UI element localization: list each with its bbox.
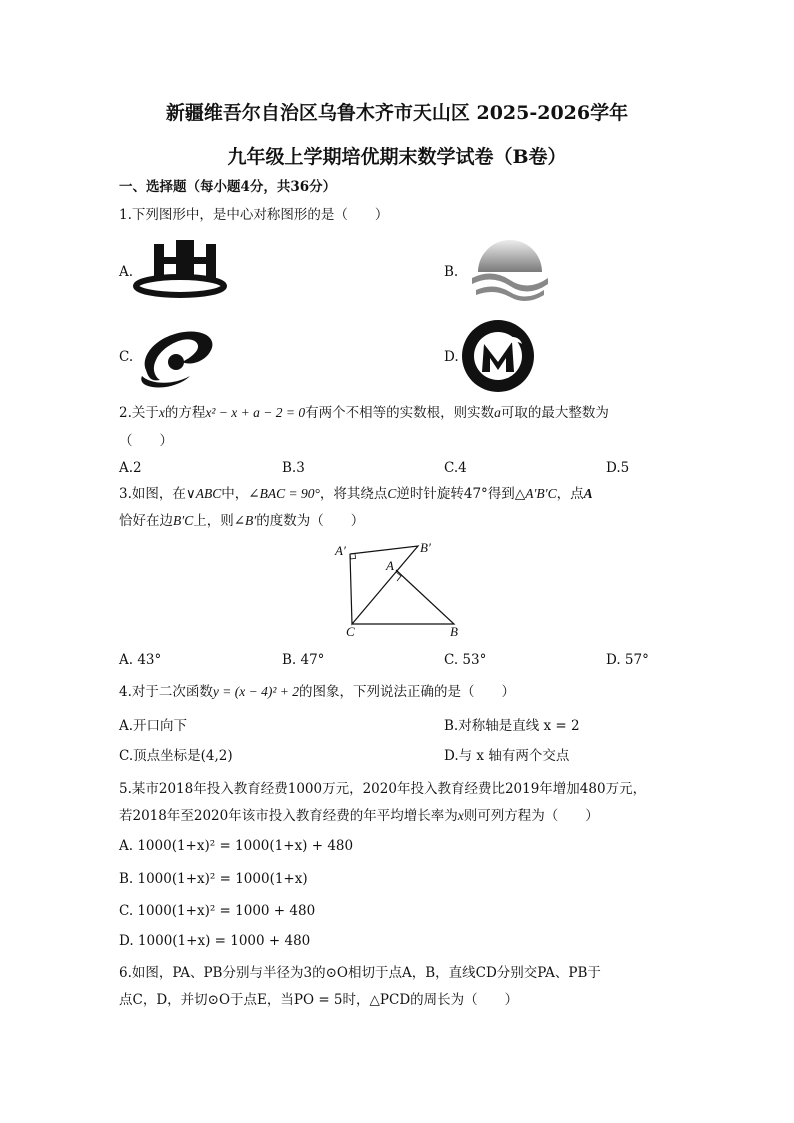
q2-text: 的方程	[164, 405, 206, 421]
fig-label-b1: B′	[420, 540, 431, 555]
q2-equation: x² − x + a − 2 = 0	[205, 405, 306, 420]
fig-label-b: B	[450, 624, 458, 639]
sun-over-waves-icon	[470, 238, 550, 300]
bull-head-emblem-icon	[460, 318, 536, 394]
q1-option-a-label: A.	[119, 264, 134, 280]
hh-logo-stroke	[189, 257, 213, 264]
hh-logo-ring	[136, 277, 224, 295]
q3-text: 3.如图，在	[119, 486, 186, 502]
q5-option-c: C. 1000(1+x)² = 1000 + 480	[119, 903, 316, 919]
swirl-lower	[141, 376, 190, 388]
fig-label-a: A	[386, 558, 394, 573]
swirl-ring-icon	[136, 326, 220, 388]
q2-option-c: C.4	[444, 460, 467, 476]
fig-label-a1: A′	[335, 543, 346, 558]
question-6-line1: 6.如图，PA、PB分别与半径为3的⊙O相切于点A，B，直线CD分别交PA、PB于	[119, 965, 601, 981]
question-5-line2	[119, 807, 599, 825]
q3-text: 得到	[487, 486, 515, 502]
swirl-dot	[168, 354, 184, 370]
q3-text: ，点	[556, 486, 584, 502]
q3-point-c: C	[387, 486, 397, 501]
q1-option-b-label: B.	[444, 264, 459, 280]
q3-option-d: D. 57°	[606, 652, 649, 668]
q2-var-x: x	[158, 405, 165, 420]
q2-text: 有两个不相等的实数根，则实数	[305, 405, 495, 421]
q3-text: ，将其绕点	[319, 486, 388, 502]
q3-point-a: A	[583, 486, 593, 501]
q3-triangle-2: △A′B′C	[514, 486, 557, 501]
question-3-line2	[119, 512, 364, 530]
q5-option-b: B. 1000(1+x)² = 1000(1+x)	[119, 871, 308, 887]
q4-text: 4.对于二次函数	[119, 684, 213, 700]
q5-text: 若2018年至2020年该市投入教育经费的年平均增长率为	[119, 808, 458, 824]
q5-option-a: A. 1000(1+x)² = 1000(1+x) + 480	[119, 838, 354, 854]
q2-text: 可取的最大整数为	[500, 405, 609, 421]
q2-var-a: a	[494, 405, 501, 420]
question-1-stem: 1.下列图形中，是中心对称图形的是（ ）	[119, 207, 389, 223]
q3-triangle: ∨ABC	[185, 486, 222, 501]
q2-answer-paren: （ ）	[119, 433, 173, 449]
q3-option-b: B. 47°	[282, 652, 325, 668]
fig-label-c: C	[346, 624, 355, 639]
q2-option-b: B.3	[282, 460, 305, 476]
original-triangle	[352, 570, 454, 624]
q3-angle-b: ∠B′	[233, 513, 257, 528]
question-4-stem	[119, 683, 515, 701]
q4-function: y = (x − 4)² + 2	[212, 684, 299, 699]
q3-option-c: C. 53°	[444, 652, 487, 668]
q5-var-x: x	[457, 808, 464, 823]
exam-title-line1: 新疆维吾尔自治区乌鲁木齐市天山区 2025-2026学年	[165, 102, 629, 124]
hh-logo-stroke	[159, 257, 183, 264]
section-heading: 一、选择题（每小题4分，共36分）	[119, 179, 337, 195]
q2-option-a: A.2	[119, 460, 142, 476]
q3-text: 逆时针旋转	[396, 486, 464, 502]
q4-option-c: C.顶点坐标是(4,2)	[119, 748, 233, 764]
q1-option-d-label: D.	[444, 349, 459, 365]
q1-option-c-label: C.	[119, 349, 134, 365]
q3-angle: ∠BAC = 90°	[248, 486, 320, 501]
q5-option-d: D. 1000(1+x) = 1000 + 480	[119, 933, 311, 949]
q2-option-d: D.5	[606, 460, 630, 476]
q3-text: 恰好在边	[119, 513, 173, 529]
q3-rotation: 47°	[463, 486, 488, 502]
q4-option-a: A.开口向下	[119, 718, 188, 734]
hh-logo-icon	[134, 238, 226, 300]
q4-option-d: D.与 x 轴有两个交点	[444, 748, 570, 764]
sun-shape	[478, 240, 542, 272]
exam-title-line2: 九年级上学期培优期末数学试卷（B卷）	[227, 146, 567, 168]
question-6-line2: 点C，D，并切⊙O于点E，当PO = 5时，△PCD的周长为（ ）	[119, 992, 519, 1008]
q5-text: 则可列方程为（ ）	[463, 808, 599, 824]
q4-text: 的图象，下列说法正确的是（ ）	[299, 684, 515, 700]
q2-text: 2.关于	[119, 405, 159, 421]
question-2-stem	[119, 404, 609, 422]
q3-option-a: A. 43°	[119, 652, 162, 668]
q3-text: 中，	[221, 486, 249, 502]
q4-option-b: B.对称轴是直线 x = 2	[444, 718, 580, 734]
question-3-line1	[119, 485, 593, 503]
q3-text: 的度数为（ ）	[256, 513, 365, 529]
q3-edge: B′C	[173, 513, 194, 528]
rotated-triangle	[350, 546, 418, 624]
q3-text: 上，则	[193, 513, 234, 529]
question-5-line1: 5.某市2018年投入教育经费1000万元，2020年投入教育经费比2019年增加480万元，	[119, 781, 647, 797]
